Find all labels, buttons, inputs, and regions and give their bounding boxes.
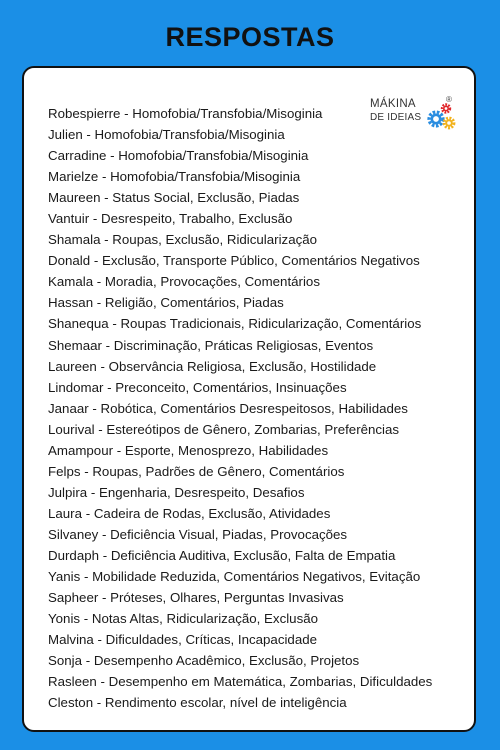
list-item: Robespierre - Homofobia/Transfobia/Misoginia bbox=[48, 106, 323, 121]
list-item: Yanis - Mobilidade Reduzida, Comentários Negativos, Evitação bbox=[48, 569, 421, 585]
list-item: Silvaney - Deficiência Visual, Piadas, Provocações bbox=[48, 526, 348, 542]
list-item: Malvina - Dificuldades, Críticas, Incapacidade bbox=[48, 632, 318, 648]
yellow-gear-icon bbox=[444, 118, 454, 128]
list-item: Lourival - Estereótipos de Gênero, Zombarias, Preferências bbox=[48, 421, 400, 437]
list-item: Julien - Homofobia/Transfobia/Misoginia bbox=[48, 127, 285, 143]
list-item: Laura - Cadeira de Rodas, Exclusão, Atividades bbox=[48, 505, 331, 521]
answers-card bbox=[22, 66, 476, 732]
list-item: Durdaph - Deficiência Auditiva, Exclusão, Falta de Empatia bbox=[48, 547, 396, 563]
logo-line2: DE IDEIAS bbox=[370, 112, 422, 123]
list-item: Sonja - Desempenho Acadêmico, Exclusão, Projetos bbox=[48, 653, 360, 669]
list-item: Vantuir - Desrespeito, Trabalho, Exclusão bbox=[48, 211, 293, 227]
list-item: Donald - Exclusão, Transporte Público, Comentários Negativos bbox=[48, 253, 420, 269]
list-item: Cleston - Rendimento escolar, nível de inteligência bbox=[48, 695, 347, 711]
list-item: Yonis - Notas Altas, Ridicularização, Exclusão bbox=[48, 611, 319, 627]
list-item: Kamala - Moradia, Provocações, Comentários bbox=[48, 274, 320, 290]
list-item: Laureen - Observância Religiosa, Exclusão, Hostilidade bbox=[48, 358, 377, 374]
list-item: Rasleen - Desempenho em Matemática, Zombarias, Dificuldades bbox=[48, 674, 433, 690]
list-item: Amampour - Esporte, Menosprezo, Habilidades bbox=[48, 442, 329, 458]
list-item: Janaar - Robótica, Comentários Desrespeitosos, Habilidades bbox=[48, 400, 408, 416]
list-item: Sapheer - Próteses, Olhares, Perguntas Invasivas bbox=[48, 590, 344, 606]
list-item: Shamala - Roupas, Exclusão, Ridicularização bbox=[48, 232, 318, 248]
list-item: Julpira - Engenharia, Desrespeito, Desafios bbox=[48, 484, 305, 500]
list-item: Hassan - Religião, Comentários, Piadas bbox=[48, 295, 284, 311]
red-gear-icon bbox=[442, 105, 450, 113]
list-item: Carradine - Homofobia/Transfobia/Misoginia bbox=[48, 148, 309, 164]
answers-list bbox=[48, 103, 432, 713]
list-item: Marielze - Homofobia/Transfobia/Misoginia bbox=[48, 169, 301, 185]
list-item: Shanequa - Roupas Tradicionais, Ridicularização, Comentários bbox=[48, 316, 422, 332]
list-item: Maureen - Status Social, Exclusão, Piadas bbox=[48, 190, 300, 206]
list-item: Lindomar - Preconceito, Comentários, Insinuações bbox=[48, 379, 347, 395]
registered-mark: ® bbox=[446, 95, 452, 104]
list-item: Felps - Roupas, Padrões de Gênero, Comentários bbox=[48, 463, 345, 479]
page-title: RESPOSTAS bbox=[165, 22, 335, 52]
logo-line1: MÁKINA bbox=[370, 98, 416, 110]
list-item: Shemaar - Discriminação, Práticas Religiosas, Eventos bbox=[48, 337, 374, 353]
